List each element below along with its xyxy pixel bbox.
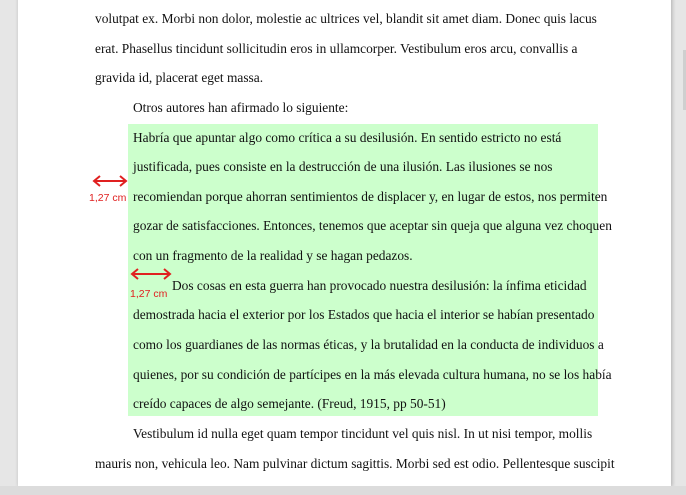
- body-line: erat. Phasellus tincidunt sollicitudin eros in ullamcorper. Vestibulum eros arcu, convallis a: [95, 41, 578, 56]
- body-line: gravida id, placerat eget massa.: [95, 70, 264, 85]
- body-line: volutpat ex. Morbi non dolor, molestie ac ultrices vel, blandit sit amet diam. Donec quis lacus: [95, 11, 597, 26]
- quote-line: recomiendan porque ahorran sentimientos de displacer y, en lugar de estos, nos permiten: [133, 189, 608, 204]
- quote-line: como los guardianes de las normas éticas, y la brutalidad en la conducta de individuos a: [133, 337, 604, 352]
- double-arrow-icon: [92, 174, 128, 188]
- page-gap: [0, 486, 686, 495]
- double-arrow-icon: [130, 267, 172, 281]
- first-line-indent-label: 1,27 cm: [130, 288, 168, 300]
- quote-line: quienes, por su condición de partícipes en la más elevada cultura humana, no se los había: [133, 367, 612, 382]
- intro-line: Otros autores han afirmado lo siguiente:: [133, 100, 349, 115]
- quote-line: gozar de satisfacciones. Entonces, tenemos que aceptar sin queja que alguna vez choquen: [133, 218, 612, 233]
- quote-line: Dos cosas en esta guerra han provocado nuestra desilusión: la ínfima eticidad: [172, 278, 587, 293]
- body-line: mauris non, vehicula leo. Nam pulvinar dictum sagittis. Morbi sed est odio. Pellentesque suscipit: [95, 456, 615, 471]
- quote-line: Habría que apuntar algo como crítica a su desilusión. En sentido estricto no está: [133, 130, 562, 145]
- body-line: Vestibulum id nulla eget quam tempor tincidunt vel quis nisl. In ut nisi tempor, mollis: [133, 426, 593, 441]
- quote-line: con un fragmento de la realidad y se hagan pedazos.: [133, 248, 413, 263]
- quote-line: justificada, pues consiste en la destrucción de una ilusión. Las ilusiones se nos: [133, 159, 553, 174]
- quote-line: demostrada hacia el exterior por los Estados que hacia el interior se habían presentado: [133, 307, 595, 322]
- block-indent-label: 1,27 cm: [89, 192, 127, 204]
- quote-line: creído capaces de algo semejante. (Freud, 1915, pp 50-51): [133, 396, 446, 411]
